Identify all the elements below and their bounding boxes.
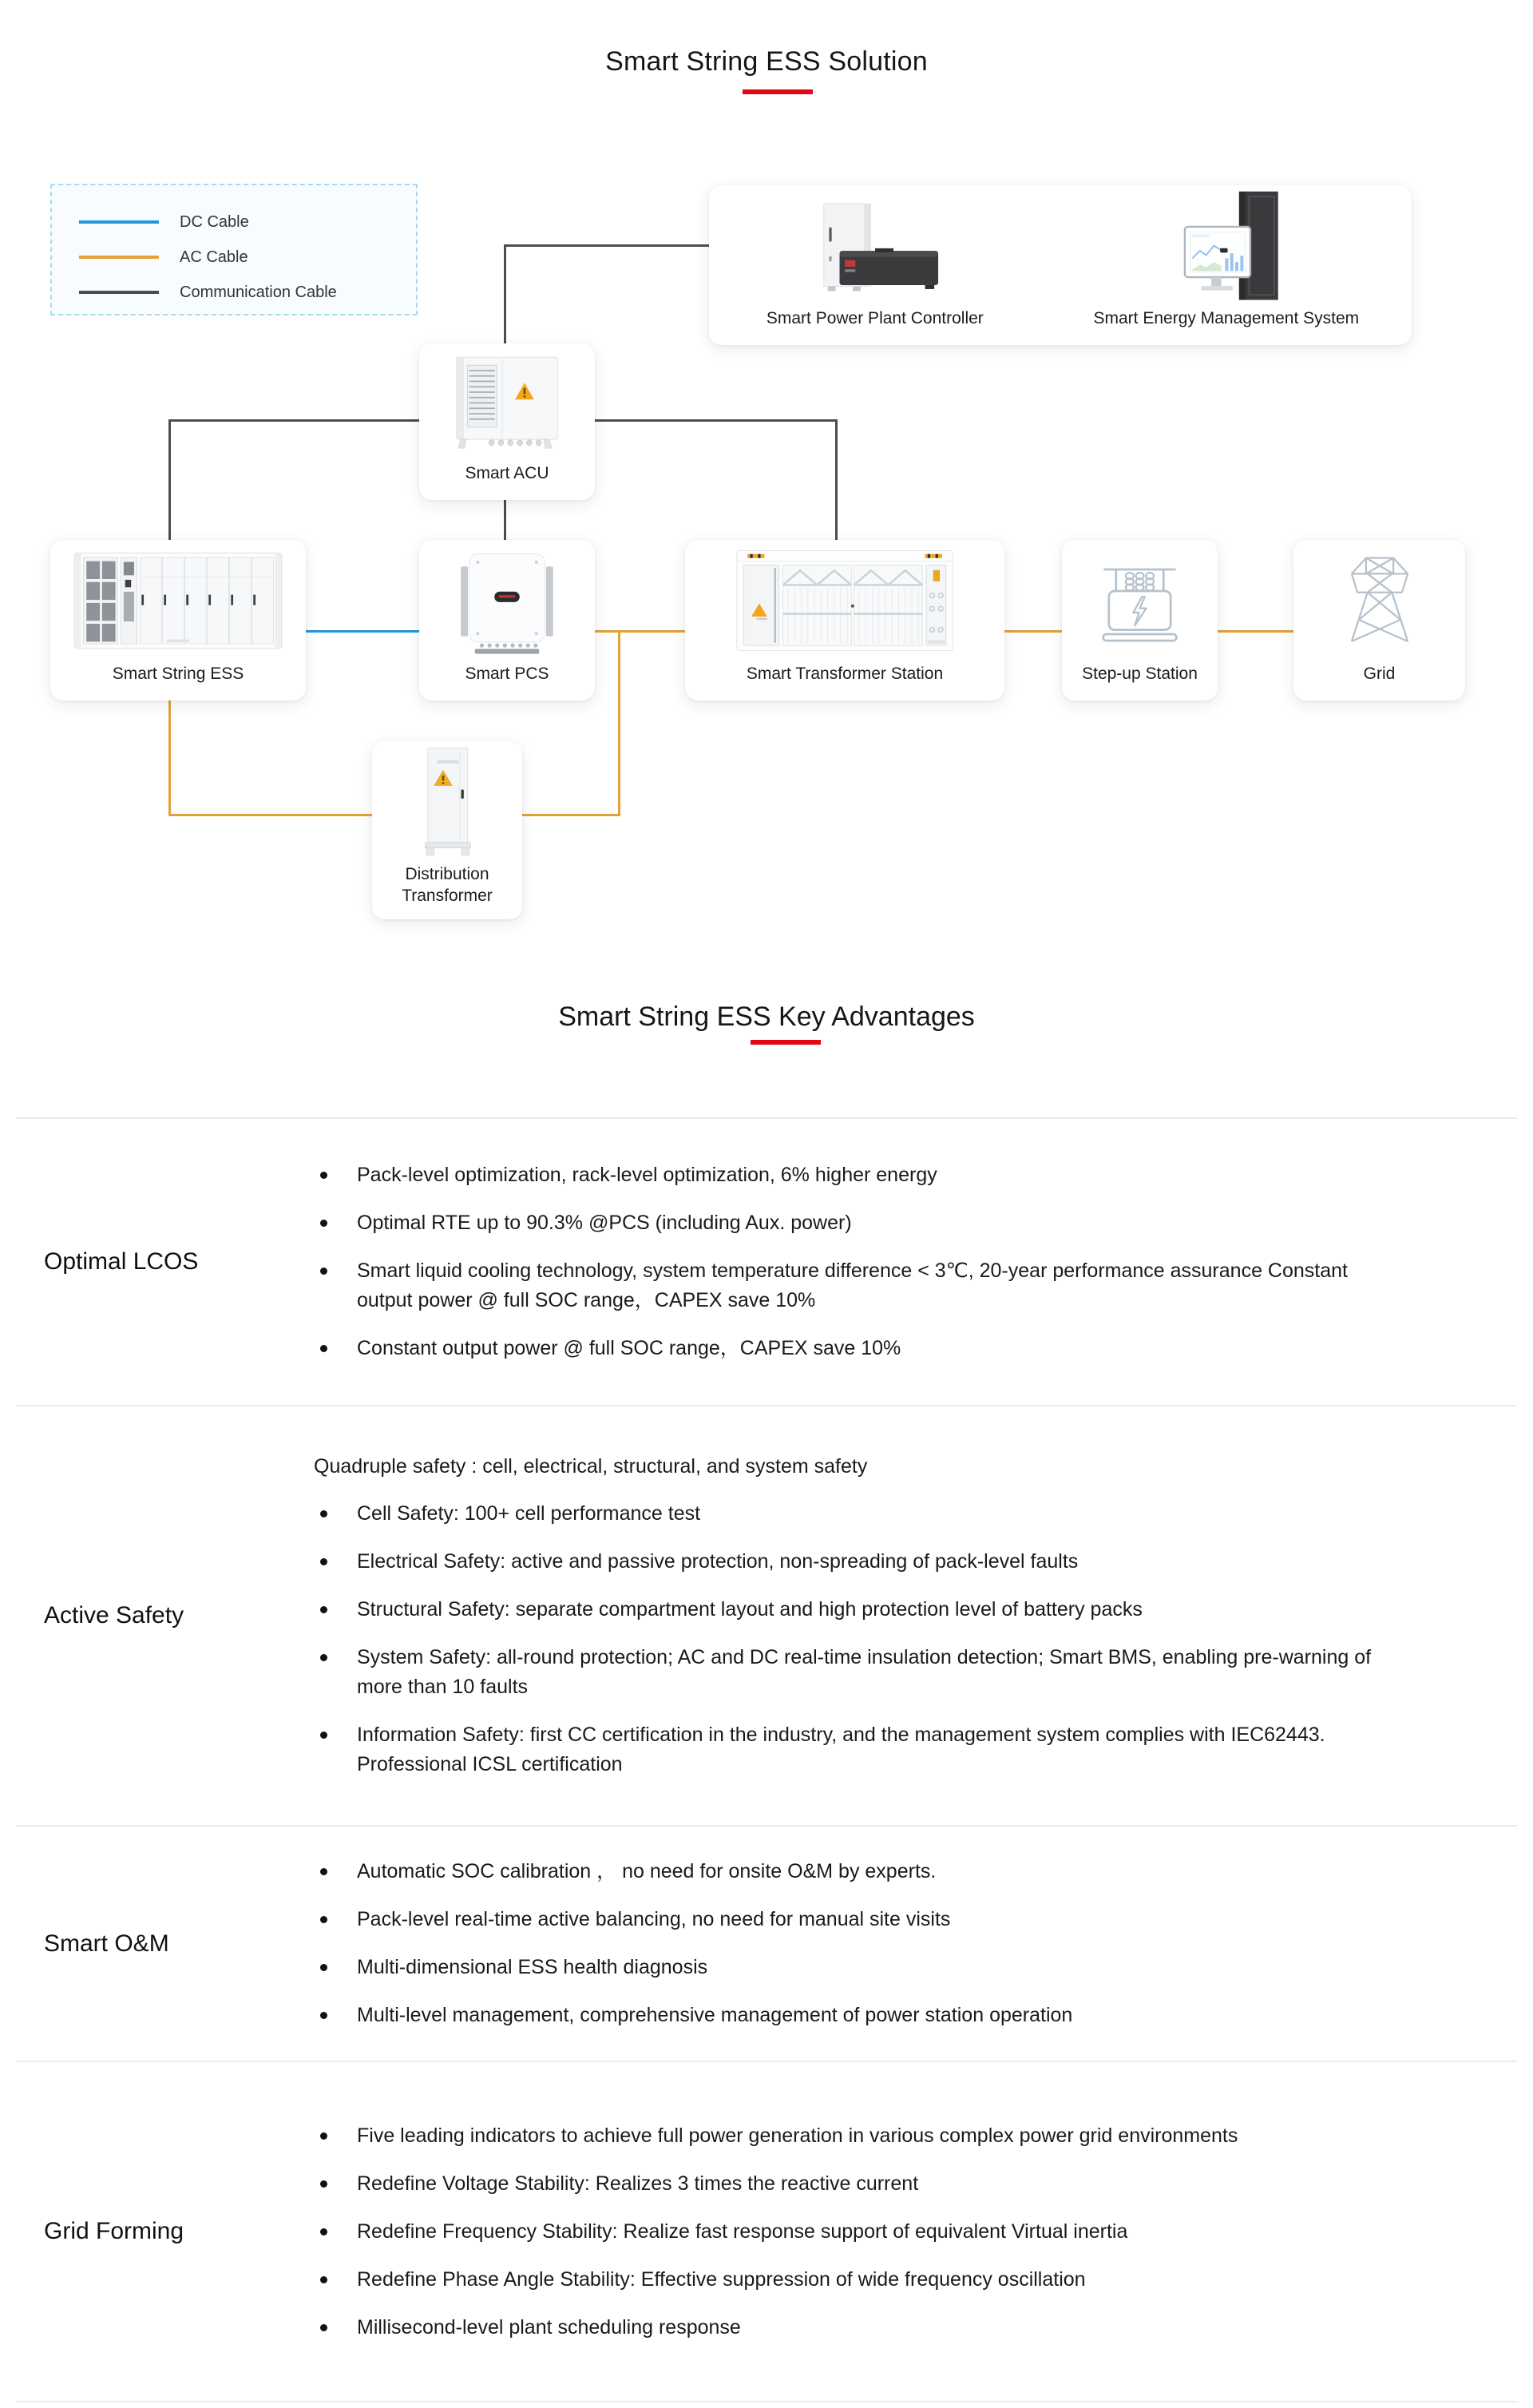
legend-label: Communication Cable (180, 283, 337, 301)
ems-icon (1087, 185, 1366, 307)
bullet-item: Information Safety: first CC certification in the industry, and the management system complies with IEC62443. Professional ICSL certification (314, 1720, 1400, 1779)
bullet-item: Millisecond-level plant scheduling response (314, 2313, 1400, 2343)
comm-line-top-right (595, 419, 838, 422)
legend-label: DC Cable (180, 212, 249, 231)
dc-line-ess-pcs (304, 630, 421, 633)
card-label-distribution-transformer: Distribution Transformer (402, 865, 493, 905)
legend-row-comm (79, 275, 416, 310)
card-label-acu: Smart ACU (465, 464, 549, 482)
bullet-item: Redefine Phase Angle Stability: Effective suppression of wide frequency oscillation (314, 2265, 1400, 2295)
section-label: Active Safety (44, 1602, 184, 1628)
card-smart-pcs (419, 540, 595, 700)
section-label: Optimal LCOS (44, 1248, 199, 1275)
transformer-station-icon (685, 540, 1004, 663)
dc-cable-swatch (79, 220, 159, 224)
card-label-stepup: Step-up Station (1082, 664, 1198, 683)
bullet-item: Pack-level optimization, rack-level optimization, 6% higher energy (314, 1160, 1400, 1190)
bullet-item: Redefine Frequency Stability: Realize fast response support of equivalent Virtual inertia (314, 2217, 1400, 2247)
comm-cable-swatch (79, 291, 159, 294)
advantages-title: Smart String ESS Key Advantages (558, 1002, 975, 1032)
legend-row-ac (79, 240, 416, 275)
section-smart-om (16, 1825, 1517, 2061)
comm-line-ess-up (168, 419, 171, 542)
card-smart-string-ess (50, 540, 306, 700)
distribution-transformer-icon (372, 741, 522, 863)
legend-label: AC Cable (180, 248, 248, 266)
card-label-grid: Grid (1363, 664, 1396, 683)
power-plant-controller-icon (755, 185, 995, 307)
section-optimal-lcos (16, 1117, 1517, 1405)
bullet-item: Cell Safety: 100+ cell performance test (314, 1499, 1400, 1529)
section-grid-forming (16, 2061, 1517, 2402)
device-ems (1087, 185, 1366, 345)
card-distribution-transformer (372, 741, 522, 919)
bullet-item: Redefine Voltage Stability: Realizes 3 times the reactive current (314, 2169, 1400, 2199)
stepup-station-icon (1062, 540, 1218, 663)
section-active-safety (16, 1405, 1517, 1825)
card-grid (1293, 540, 1465, 700)
ac-line-ts-stepup (1003, 630, 1064, 633)
ac-line-branch-down (618, 630, 620, 816)
card-label-controller: Smart Power Plant Controller (766, 309, 984, 327)
bullet-list (314, 1499, 1509, 1779)
bullet-item: Pack-level real-time active balancing, no need for manual site visits (314, 1905, 1400, 1934)
comm-line-acu-up (504, 244, 506, 345)
comm-line-acu-pcs (504, 498, 506, 542)
string-ess-icon (50, 540, 306, 663)
page-title: Smart String ESS Solution (605, 46, 928, 77)
solution-diagram (0, 0, 1533, 942)
grid-tower-icon (1293, 540, 1465, 663)
bullet-item: Multi-dimensional ESS health diagnosis (314, 1953, 1400, 1982)
card-smart-acu (419, 343, 595, 500)
ac-line-stepup-grid (1216, 630, 1295, 633)
card-stepup-station (1062, 540, 1218, 700)
smart-pcs-icon (419, 540, 595, 663)
ac-cable-swatch (79, 256, 159, 259)
bullet-item: System Safety: all-round protection; AC and DC real-time insulation detection; Smart BMS, enabling pre-warning of more than 10 faults (314, 1643, 1400, 1702)
device-power-plant-controller (755, 185, 995, 345)
comm-line-ts-down (835, 419, 838, 542)
bullet-item: Constant output power @ full SOC range，CAPEX save 10% (314, 1334, 1400, 1363)
section-body (314, 1119, 1517, 1405)
section-label: Grid Forming (44, 2218, 184, 2244)
comm-line-top-left (168, 419, 419, 422)
ac-line-ess-down (168, 699, 171, 816)
card-label-ess: Smart String ESS (112, 664, 244, 683)
cable-legend (50, 184, 418, 315)
advantages-sections (16, 1117, 1517, 2402)
bullet-item: Electrical Safety: active and passive protection, non-spreading of pack-level faults (314, 1547, 1400, 1577)
section-intro: Quadruple safety : cell, electrical, structural, and system safety (314, 1455, 868, 1478)
legend-row-dc (79, 204, 416, 240)
bullet-item: Five leading indicators to achieve full power generation in various complex power grid environments (314, 2121, 1400, 2151)
bullet-item: Multi-level management, comprehensive management of power station operation (314, 2001, 1400, 2030)
comm-line-to-controller (504, 244, 711, 247)
bullet-item: Structural Safety: separate compartment layout and high protection level of battery packs (314, 1595, 1400, 1625)
title-accent-bar (743, 89, 813, 94)
smart-acu-icon (419, 343, 595, 462)
bullet-item: Smart liquid cooling technology, system temperature difference < 3℃, 20-year performance assurance Constant output power @ full SOC range，CAPEX save 10% (314, 1256, 1400, 1315)
bullet-list (314, 1160, 1509, 1363)
section-body (314, 2062, 1517, 2401)
ac-line-pcs-ts (595, 630, 687, 633)
section-body (314, 1406, 1517, 1825)
card-transformer-station (685, 540, 1004, 700)
card-label-transformer-station: Smart Transformer Station (746, 664, 944, 683)
bullet-item: Automatic SOC calibration ， no need for onsite O&M by experts. (314, 1857, 1400, 1886)
bullet-list (314, 1857, 1509, 2030)
advantages-accent-bar (751, 1040, 821, 1045)
card-label-ems: Smart Energy Management System (1093, 309, 1360, 327)
card-label-pcs: Smart PCS (465, 664, 549, 683)
card-management (709, 185, 1412, 345)
advantages-accent-wrap (0, 1033, 1533, 1045)
section-label: Smart O&M (44, 1930, 169, 1957)
section-body (314, 1827, 1517, 2061)
bullet-item: Optimal RTE up to 90.3% @PCS (including Aux. power) (314, 1208, 1400, 1238)
bullet-list (314, 2121, 1509, 2343)
